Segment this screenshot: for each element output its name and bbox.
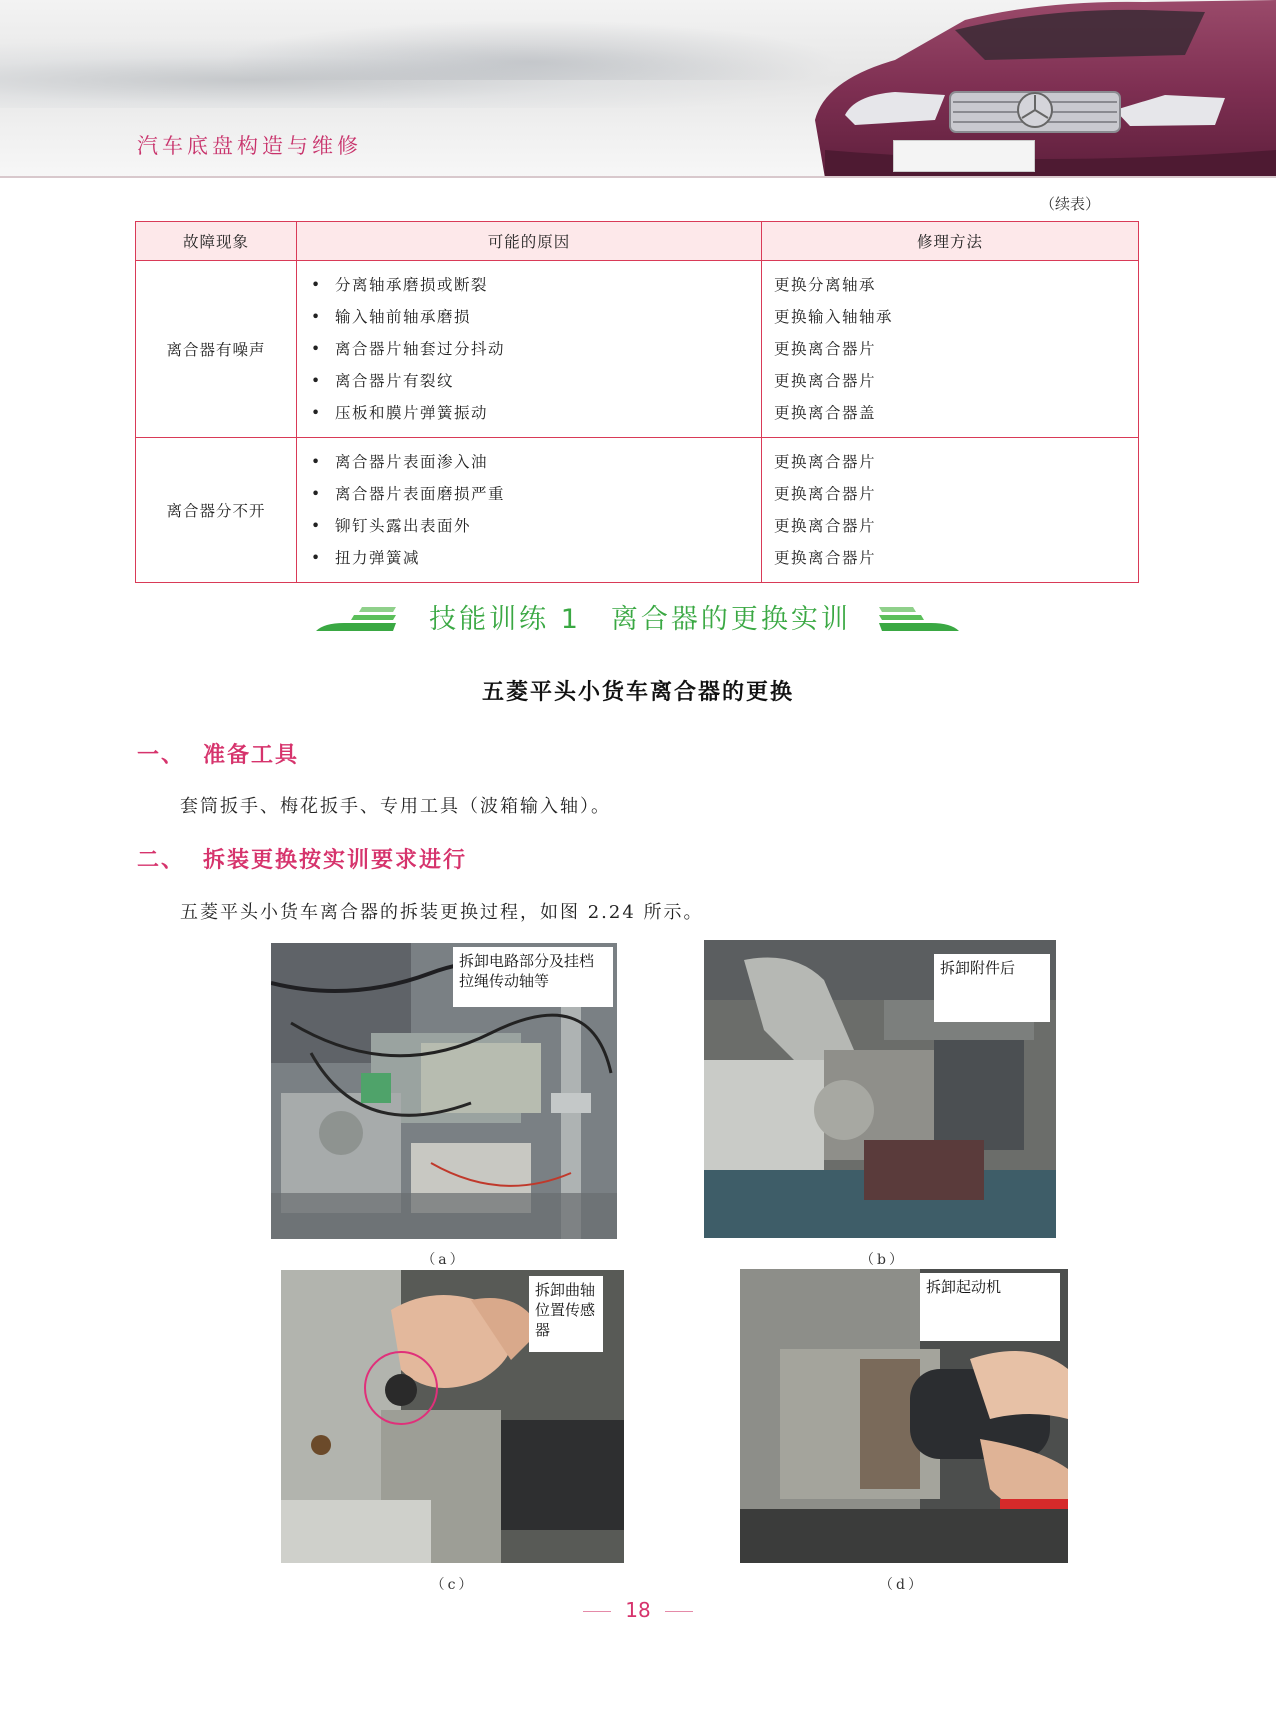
section-text-1: 套筒扳手、梅花扳手、专用工具（波箱输入轴）。 xyxy=(180,796,611,817)
photo-d xyxy=(740,1269,1068,1563)
photo-a xyxy=(271,943,617,1239)
symptom-cell: 离合器分不开 xyxy=(136,438,297,583)
list-item: 更换输入轴轴承 xyxy=(774,308,894,326)
list-item: 更换离合器片 xyxy=(774,340,877,358)
page-number-dash xyxy=(583,1611,611,1613)
continued-label: （续表） xyxy=(1040,195,1101,213)
list-item: • 分离轴承磨损或断裂 xyxy=(311,276,489,294)
table-row xyxy=(136,438,1139,583)
book-title: 汽车底盘构造与维修 xyxy=(137,134,362,158)
cause-cell xyxy=(297,438,762,583)
list-item: • 输入轴前轴承磨损 xyxy=(311,308,472,326)
page-number: 18 xyxy=(0,1598,1276,1622)
list-item: • 离合器片表面磨损严重 xyxy=(311,485,506,503)
column-header-cause: 可能的原因 xyxy=(297,222,762,261)
photo-d-caption: （d） xyxy=(879,1577,925,1593)
photo-c xyxy=(281,1270,624,1563)
fix-cell xyxy=(762,438,1139,583)
column-header-symptom: 故障现象 xyxy=(136,222,297,261)
list-item: • 离合器片有裂纹 xyxy=(311,372,455,390)
column-header-fix: 修理方法 xyxy=(762,222,1139,261)
photo-b-label: 拆卸附件后 xyxy=(934,954,1050,1022)
page-number-dash xyxy=(665,1611,693,1613)
stripe-decoration-right xyxy=(875,605,965,633)
photo-b xyxy=(704,940,1056,1238)
section-text-2: 五菱平头小货车离合器的拆装更换过程，如图 2.24 所示。 xyxy=(180,902,704,923)
photo-a-caption: （a） xyxy=(421,1252,467,1268)
list-item: 更换离合器片 xyxy=(774,453,877,471)
section-heading-2: 二、 拆装更换按实训要求进行 xyxy=(137,848,468,873)
document-title: 五菱平头小货车离合器的更换 xyxy=(481,679,794,705)
list-item: 更换分离轴承 xyxy=(774,276,877,294)
list-item: • 离合器片表面渗入油 xyxy=(311,453,489,471)
list-item: • 离合器片轴套过分抖动 xyxy=(311,340,506,358)
mist-decoration xyxy=(220,20,840,80)
stripe-decoration-left xyxy=(310,605,400,633)
table-row xyxy=(136,261,1139,438)
section-heading-1: 一、 准备工具 xyxy=(137,743,300,768)
skill-heading-text: 技能训练 1 离合器的更换实训 xyxy=(429,604,851,635)
list-item: • 扭力弹簧减 xyxy=(311,549,421,567)
photo-c-caption: （c） xyxy=(430,1577,476,1593)
header-banner xyxy=(0,0,1276,178)
photo-c-label: 拆卸曲轴位置传感器 xyxy=(529,1276,603,1352)
fault-table xyxy=(135,221,1139,583)
list-item: • 压板和膜片弹簧振动 xyxy=(311,404,489,422)
table-header-row xyxy=(136,222,1139,261)
list-item: 更换离合器盖 xyxy=(774,404,877,422)
skill-heading xyxy=(310,595,970,639)
photo-d-label: 拆卸起动机 xyxy=(920,1273,1060,1341)
symptom-cell: 离合器有噪声 xyxy=(136,261,297,438)
list-item: 更换离合器片 xyxy=(774,372,877,390)
list-item: 更换离合器片 xyxy=(774,517,877,535)
list-item: • 铆钉头露出表面外 xyxy=(311,517,472,535)
fix-cell xyxy=(762,261,1139,438)
photo-a-label: 拆卸电路部分及挂档拉绳传动轴等 xyxy=(453,947,613,1007)
list-item: 更换离合器片 xyxy=(774,549,877,567)
list-item: 更换离合器片 xyxy=(774,485,877,503)
license-plate xyxy=(893,140,1035,172)
photo-b-caption: （b） xyxy=(860,1252,906,1268)
header-divider xyxy=(0,176,1276,178)
cause-cell xyxy=(297,261,762,438)
